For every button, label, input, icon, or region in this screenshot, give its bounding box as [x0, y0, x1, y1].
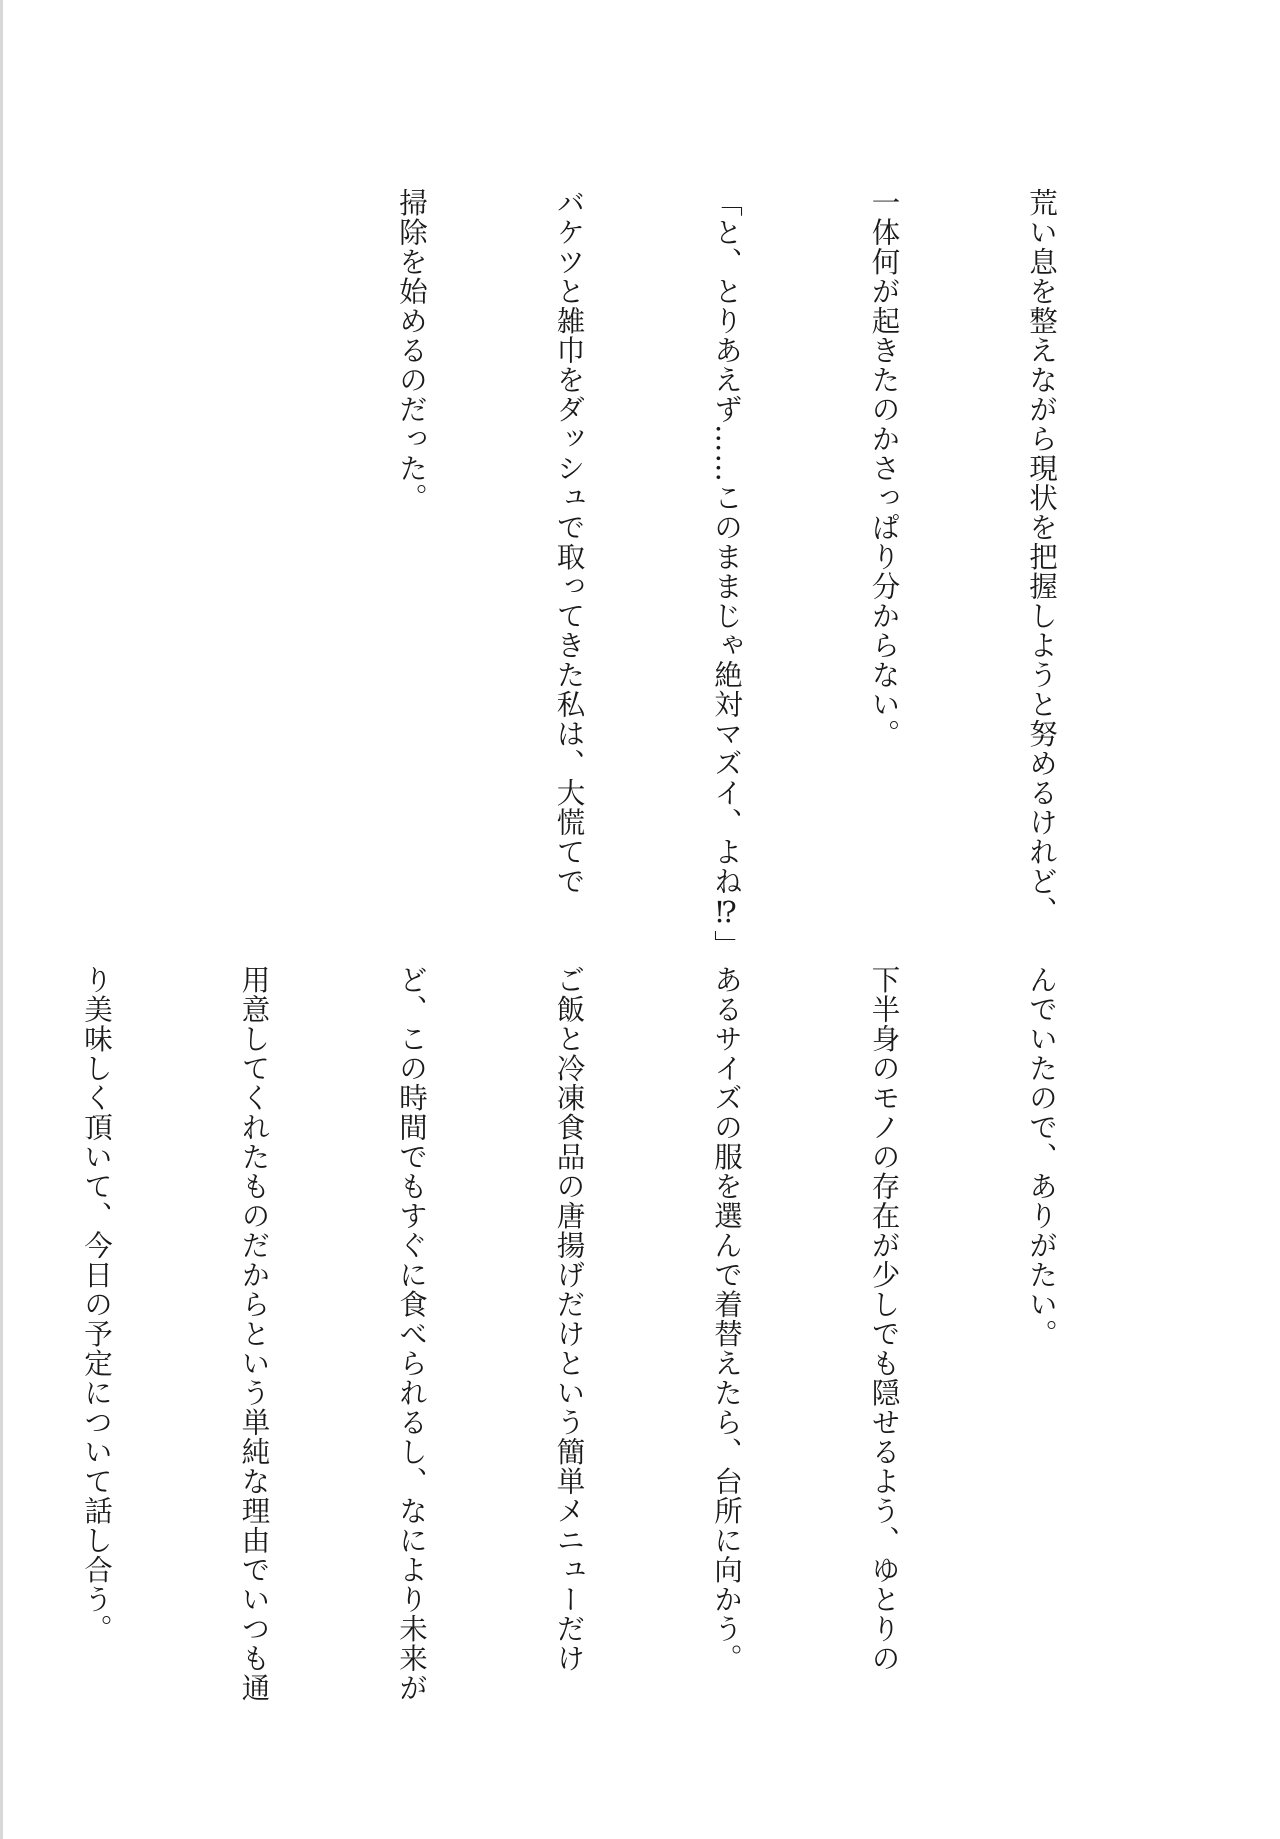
- text-column: 荒い息を整えながら現状を把握しようと努めるけれど、: [1025, 188, 1058, 926]
- text-column: 一体何が起きたのかさっぱり分からない。: [867, 188, 901, 749]
- text-column: あるサイズの服を選んで着替えたら、台所に向かう。: [710, 965, 743, 1673]
- text-column: ど、この時間でもすぐに食べられるし、なにより未来が: [395, 965, 428, 1703]
- text-column: 掃除を始めるのだった。: [395, 188, 428, 513]
- blank-column: [227, 188, 280, 918]
- text-column: ご飯と冷凍食品の唐揚げだけという簡単メニューだけ: [552, 965, 586, 1673]
- text-column: バケツと雑巾をダッシュで取ってきた私は、大慌てで: [552, 188, 586, 896]
- text-column: 下半身のモノの存在が少しでも隠せるよう、ゆとりの: [867, 965, 901, 1673]
- outline-diamond-icon: [0, 764, 1, 790]
- outline-diamond-icon: [0, 316, 1, 342]
- text-column: 「と、とりあえず……このままじゃ絶対マズイ、よね⁉」: [710, 188, 743, 960]
- text-column: 用意してくれたものだからという単純な理由でいつも通: [237, 965, 271, 1703]
- scene-break: [0, 188, 122, 918]
- filled-diamond-icon: [0, 540, 1, 566]
- text-column: んでいたので、ありがたい。: [1025, 965, 1058, 1349]
- text-column: り美味しく頂いて、今日の予定について話し合う。: [80, 965, 113, 1644]
- upper-text-block: [0, 188, 1172, 960]
- lower-text-block: [0, 965, 1172, 1705]
